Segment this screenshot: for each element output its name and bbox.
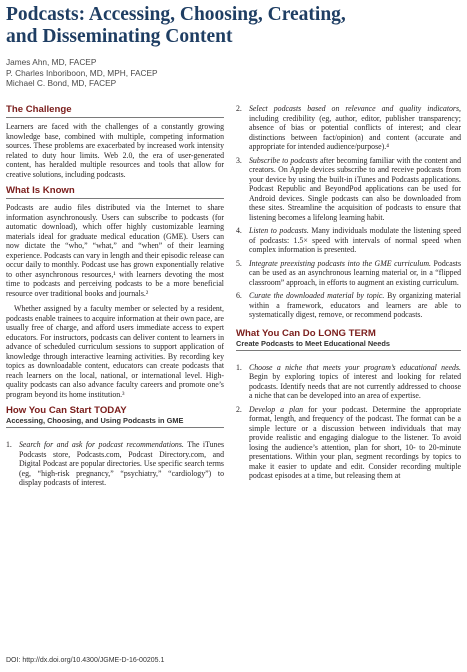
known-heading: What Is Known	[6, 185, 224, 199]
long-term-subheading: Create Podcasts to Meet Educational Needs	[236, 339, 461, 351]
start-today-heading: How You Can Start TODAY	[6, 405, 127, 416]
item-lead: Develop a plan	[249, 404, 304, 414]
list-item	[236, 363, 461, 401]
item-body: Many individuals modulate the listening speed of podcasts: 1.5× speed with intervals of normal speed when complex information is presented.	[249, 226, 461, 254]
item-lead: Listen to podcasts.	[249, 226, 309, 235]
author-list	[6, 57, 158, 89]
known-paragraph-1: Podcasts are audio files distributed via the Internet to share information asynchronously. Users can subscribe to podcasts (for automatic download), which offer highly customizable learning materials ideal for graduate medical education (GME). Users can now dictate the “who,” “what,” and “when” of their learning experience. Podcasts can vary in length and their episodic release can occur daily to monthly. Podcast use has grown exponentially relative to other asynchronous resources,¹ with learners devoting the most time to podcasts and perceiving podcasts to be a more beneficial resource over traditional books and journals.²	[6, 203, 225, 298]
known-paragraph-2: Whether assigned by a faculty member or selected by a resident, podcasts enable trainees to acquire information at their own pace, are usually free of charge, and afford users immediate access to expert educators. For instructors, podcasts can deliver content to learners in advance of scheduled curriculum sessions to support application of knowledge through interactive learning activities. By recording key topics as downloadable content, educators can create podcasts that reach learners on the local, national, or international level. High-quality podcasts can also advance faculty careers and promote one’s program beyond its home institution.³	[6, 304, 224, 399]
item-body: including credibility (eg, author, editor, publisher transparency; absence of bias or potential conflicts of interest; and clear distinctions between fact/opinion) and content (accurate and appropriate for intended audience/purpose).⁴	[249, 113, 461, 151]
item-body: for your podcast. Determine the appropriate format, length, and frequency of the podcast. The format can be a simple lecture or a discussion between individuals that may provide realistic and engaging dialogue to the listener. To avoid losing the audience’s attention, plan for short, 10- to 20-minute presentations. Within your plan, segment recordings by topics to make it easier to update and edit. Consider recording multiple podcast episodes at a time, but releasing them at	[249, 404, 461, 480]
author: P. Charles Inboriboon, MD, MPH, FACEP	[6, 67, 158, 78]
item-lead: Curate the downloaded material by topic.	[249, 291, 385, 300]
article-title	[6, 4, 461, 48]
list-item	[236, 291, 461, 320]
start-today-list	[6, 440, 224, 488]
item-number: 2.	[236, 104, 242, 113]
list-item	[236, 259, 461, 288]
item-body: Begin by exploring topics of interest and looking for related podcasts. Identify needs that are not currently addressed to choose a niche that can be developed into an area of expertise.	[249, 372, 461, 400]
item-lead: Subscribe to podcasts	[249, 155, 318, 165]
doi-footer: DOI: http://dx.doi.org/10.4300/JGME-D-16-00205.1	[6, 657, 165, 664]
list-item	[236, 405, 461, 481]
list-item	[236, 156, 461, 223]
item-number: 5.	[236, 258, 242, 268]
item-number: 1.	[236, 362, 242, 372]
start-today-subheading: Accessing, Choosing, and Using Podcasts in GME	[6, 416, 224, 428]
list-item	[6, 440, 224, 488]
item-number: 6.	[236, 291, 242, 300]
long-term-heading: What You Can Do LONG TERM	[236, 327, 376, 339]
title-line-2: and Disseminating Content	[6, 26, 233, 47]
left-column	[6, 104, 224, 492]
item-body: The iTunes Podcasts store, Podcasts.com, Podcast Directory.com, and Digital Podcast are popular directories. Use specific search terms (eg, “high-risk pregnancy,” “psychiatry,” “cardiology”) to display podcasts of interest.	[19, 440, 225, 487]
item-number: 2.	[236, 404, 242, 414]
item-number: 3.	[236, 155, 242, 165]
item-lead: Integrate preexisting podcasts into the GME curriculum.	[249, 258, 431, 268]
item-number: 4.	[236, 226, 242, 235]
author: James Ahn, MD, FACEP	[6, 57, 97, 67]
item-body: after becoming familiar with the content and creators. On Apple devices subscribe to and receive podcasts from your device by using the built-in iTunes and Podcasts applications. Podcast Republic and BeyondPod applications can be used for Android devices. Single podcasts can also be downloaded from these sites. Streamline the acquisition of podcasts to ensure that listening becomes a lifelong learning habit.	[249, 155, 461, 222]
item-number: 1.	[6, 440, 12, 449]
item-lead: Choose a niche that meets your program’s educational needs.	[249, 362, 461, 372]
title-line-1: Podcasts: Accessing, Choosing, Creating,	[6, 4, 346, 25]
challenge-heading: The Challenge	[6, 104, 224, 118]
list-item	[236, 226, 461, 255]
item-body: Podcasts can be used as an asynchronous learning material or, in a “flipped classroom” approach, in efforts to augment an existing curriculum.	[249, 258, 462, 287]
long-term-list	[236, 363, 461, 481]
list-item	[236, 104, 461, 152]
right-column	[236, 104, 461, 485]
item-body: By organizing material within a framework, educators and learners are able to systematically digest, remove, or recommend podcasts.	[249, 291, 461, 319]
item-lead: Search for and ask for podcast recommendations.	[19, 440, 184, 449]
challenge-text: Learners are faced with the challenges of a constantly growing knowledge base, combined with multiple, competing information sources. These problems are exacerbated by increased work intensity related to duty hour limits. Web 2.0, the era of user-generated content, has heralded multiple resources and tools that allow for creative solutions, including podcasts.	[6, 122, 224, 179]
author: Michael C. Bond, MD, FACEP	[6, 78, 117, 89]
item-lead: Select podcasts based on relevance and quality indicators,	[249, 104, 461, 113]
start-today-list-continued	[236, 104, 461, 320]
